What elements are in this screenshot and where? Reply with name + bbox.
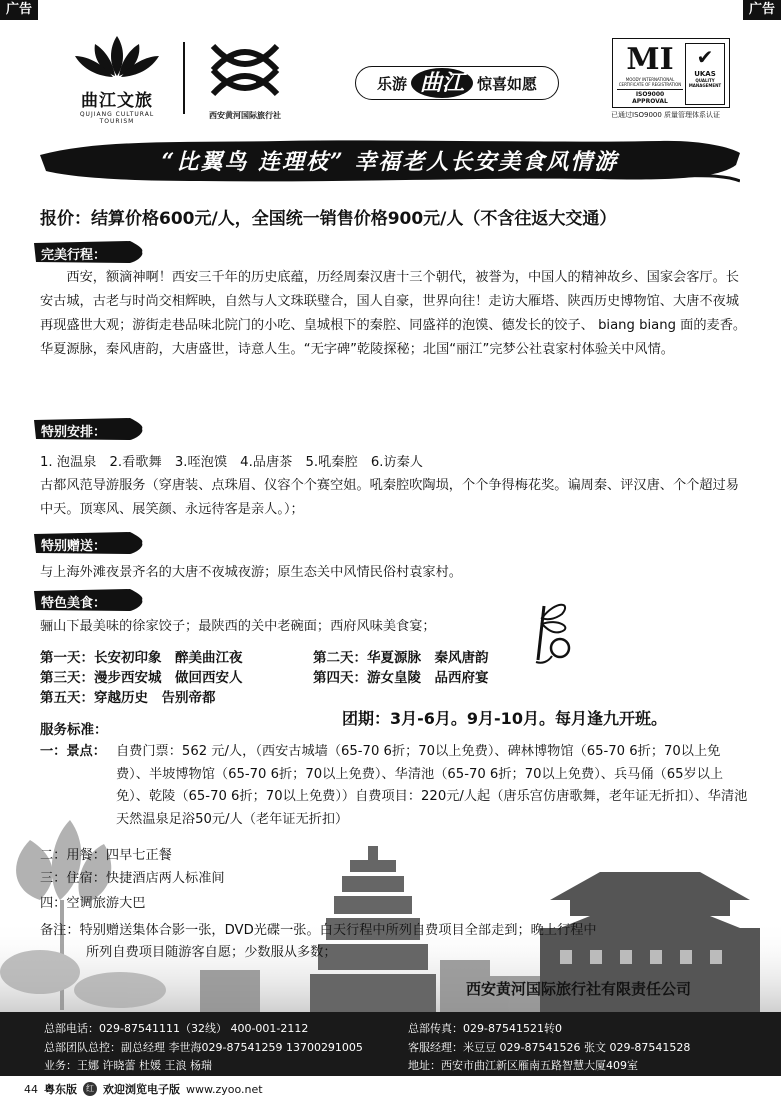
header: [0, 22, 781, 125]
service-note-2: 所列自费项目随游客自愿；少数服从多数；: [86, 945, 337, 960]
certification-box: [612, 38, 730, 108]
footer-phone: 总部电话：029-87541111（32线） 400-001-2112: [44, 1022, 309, 1035]
section-itinerary-text: 完美行程：: [41, 248, 107, 263]
page-bottom-bar: [24, 1081, 263, 1097]
service-lodging: 三：住宿：快捷酒店两人标准间: [40, 871, 225, 886]
slogan-right: 惊喜如愿: [477, 74, 538, 93]
iso-approval: ISO9000 APPROVAL: [617, 89, 683, 105]
service-bus: 四：空调旅游大巴: [40, 896, 146, 911]
moody-mark: MI: [626, 42, 674, 77]
lotus-icon: [69, 34, 165, 80]
service-title: 服务标准：: [40, 722, 108, 738]
price-line: 报价：结算价格600元/人，全国统一销售价格900元/人（不含往返大交通）: [40, 209, 617, 229]
huanghe-logo: [200, 36, 290, 118]
section-gift-text: 特别赠送：: [41, 539, 107, 554]
site-link[interactable]: www.zyoo.net: [186, 1082, 263, 1096]
itinerary-paragraph: 西安，额滴神啊！西安三千年的历史底蕴，历经周秦汉唐十三个朝代，被誉为，中国人的精神故乡、国家会客厅。长安古城，古老与时尚交相辉映，自然与人文珠联璧合，国人自豪，世界向往！走访大雁塔、陕西历史博物馆、大唐不夜城再现盛世大观；游街走巷品味北院门的小吃、皇城根下的秦腔、同盛祥的泡馍、德发长的饺子、 biang biang 面的麦香。华夏源脉，秦风唐韵，大唐盛世，诗意人生。“无字碑”乾陵探秘；北国“丽江”完梦公社袁家村体验关中风情。: [40, 270, 747, 357]
service-scenic-key: 一：景点：: [40, 744, 106, 759]
service-note-1: 备注：特别赠送集体合影一张，DVD光碟一张。白天行程中所列自费项目全部走到；晚上行程中: [40, 923, 597, 938]
section-label-itinerary: [34, 241, 144, 263]
service-scenic-value: 自费门票：562 元/人，（西安古城墙（65-70 6折；70以上免费）、碑林博物馆（65-70 6折；70以上免费）、半坡博物馆（65-70 6折；70以上免费）、华清池（65-70 6折；70以上免费）、兵马俑（65岁以上免）、乾陵（65-70 6折；70以上免费））自费项目：220元/人起（唐乐宫仿唐歌舞，老年证无折扣）、华清池天然温泉足浴50元/人（老年证无折扣）: [116, 744, 748, 827]
day-4: 第四天：游女皇陵 品西府宴: [313, 670, 489, 686]
ukas-cert: [685, 43, 725, 105]
ad-tag-left: 广告: [0, 0, 38, 20]
section-label-food: [34, 589, 144, 611]
day-3: 第三天：漫步西安城 做回西安人: [40, 670, 243, 686]
footer-staff: 业务：王娜 许晓蕾 杜媛 王浪 杨瑞: [44, 1059, 212, 1072]
cert-note: 已通过ISO9000 质量管理体系认证: [611, 111, 721, 119]
ukas-line2: QUALITY: [695, 78, 715, 83]
service-meals: 二：用餐：四早七正餐: [40, 848, 172, 863]
section-food-text: 特色美食：: [41, 596, 107, 611]
moody-line2: CERTIFICATE OF REGISTRATION: [618, 82, 682, 87]
fish-logo-icon: [205, 36, 285, 104]
ukas-line3: MANAGEMENT: [688, 83, 722, 88]
slogan-badge: [355, 66, 559, 100]
tour-period: 团期：3月-6月。9月-10月。每月逢九开班。: [342, 709, 667, 728]
gift-paragraph: 与上海外滩夜景齐名的大唐不夜城夜游；原生态关中风情民俗村袁家村。: [40, 565, 462, 580]
special-paragraph: 古都风范导游服务（穿唐装、点珠眉、仪容个个赛空姐。吼秦腔吹陶埙，个个争得梅花奖。谝周秦、评汉唐、个个超过易中天。顶寒风、展笑颜、永远待客是亲人。）；: [40, 478, 739, 517]
slogan-brush: 曲江: [411, 68, 473, 98]
food-paragraph: 骊山下最美味的徐家饺子；最陕西的关中老碗面；西府风味美食宴；: [40, 619, 436, 634]
page-number: 44: [24, 1082, 38, 1096]
page-title: “比翼鸟 连理枝” 幸福老人长安美食风情游: [161, 149, 619, 175]
section-label-special: [34, 418, 144, 440]
qujiang-logo-name: 曲江文旅: [81, 91, 153, 111]
slogan-left: 乐游: [376, 74, 407, 93]
ad-tag-right: 广告: [743, 0, 781, 20]
footer-address: 地址：西安市曲江新区雁南五路智慧大厦409室: [408, 1059, 638, 1072]
welcome-text: 欢迎浏览电子版: [103, 1083, 180, 1096]
footer-fax: 总部传真：029-87541521转0: [408, 1022, 562, 1035]
section-label-gift: [34, 532, 144, 554]
ukas-line1: UKAS: [694, 70, 716, 78]
moody-cert: [617, 43, 683, 105]
footer-service-manager: 客服经理：米豆豆 029-87541526 张文 029-87541528: [408, 1041, 691, 1054]
qujiang-logo: [62, 34, 172, 125]
section-special-text: 特别安排：: [41, 425, 107, 440]
logo-divider: [183, 42, 185, 114]
title-band: [40, 133, 740, 189]
contact-footer: [0, 1012, 781, 1076]
zyoo-logo-icon: 红: [83, 1082, 97, 1096]
day-5: 第五天：穿越历史 告别帝都: [40, 690, 216, 706]
day-2: 第二天：华夏源脉 秦风唐韵: [313, 650, 489, 666]
check-icon: ✔: [696, 45, 714, 69]
special-items: 1. 泡温泉 2.看歌舞 3.咥泡馍 4.品唐茶 5.吼秦腔 6.访秦人: [40, 455, 423, 470]
company-name: 西安黄河国际旅行社有限责任公司: [466, 980, 692, 998]
qujiang-logo-sub: QUJIANG CULTURAL TOURISM: [79, 111, 155, 125]
footer-group-control: 总部团队总控：副总经理 李世海029-87541259 13700291005: [44, 1041, 363, 1054]
edition-label: 粤东版: [44, 1083, 77, 1096]
dragonfly-icon: [516, 598, 576, 668]
huanghe-logo-name: 西安黄河国际旅行社: [209, 111, 281, 120]
day-1: 第一天：长安初印象 醉美曲江夜: [40, 650, 243, 666]
moody-line1: MOODY INTERNATIONAL: [625, 77, 675, 82]
